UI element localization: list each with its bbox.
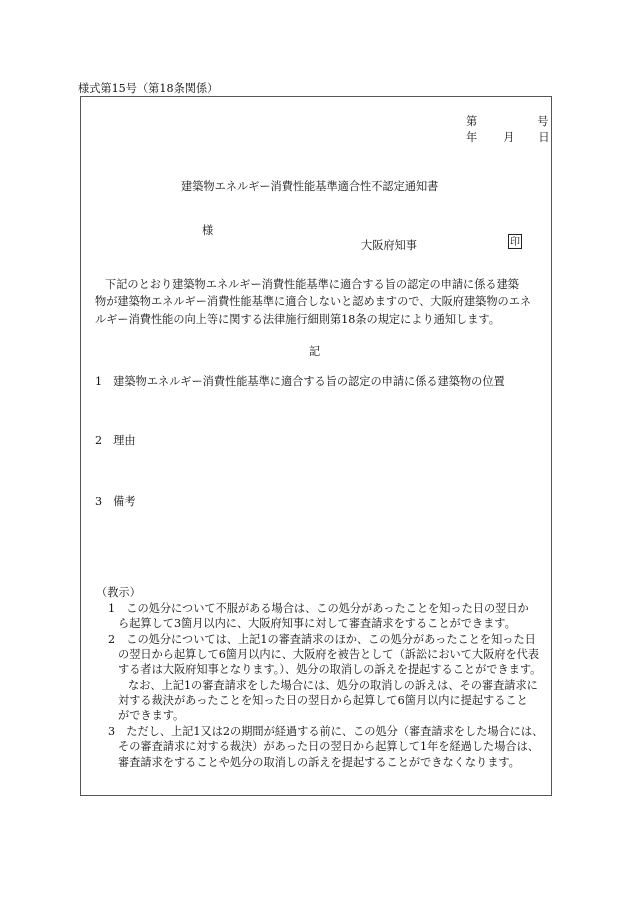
item-label: 建築物エネルギー消費性能基準に適合する旨の認定の申請に係る建築物の位置: [113, 375, 505, 388]
seal-mark: 印: [508, 234, 522, 249]
notice-line: 審査請求をすることや処分の取消しの訴えを提起することができなくなります。: [118, 756, 520, 769]
body-text-line: 物が建築物エネルギー消費性能基準に適合しないと認めますので、大阪府建築物のエネ: [95, 295, 532, 308]
form-label: 様式第15号（第18条関係）: [78, 82, 219, 95]
body-text-line: 下記のとおり建築物エネルギー消費性能基準に適合する旨の認定の申請に係る建築: [105, 278, 519, 291]
document-number: [466, 113, 548, 129]
notice-line: その審査請求に対する裁決）があった日の翌日から起算して1年を経過した場合は、: [118, 740, 539, 753]
item-label: 備考: [113, 495, 136, 508]
notice-heading: （教示）: [96, 586, 141, 599]
issuer-name: 大阪府知事: [361, 239, 417, 252]
ki-heading: 記: [309, 345, 321, 358]
notice-line: する者は大阪府知事となります。）、処分の取消しの訴えを提起することができます。: [118, 663, 542, 676]
notice-line: ら起算して3箇月以内に、大阪府知事に対して審査請求をすることができます。: [118, 617, 516, 630]
notice-line: の翌日から起算して6箇月以内に、大阪府を被告として（訴訟において大阪府を代表: [118, 648, 540, 661]
date-month: 月: [503, 131, 515, 144]
item-remarks: [95, 493, 136, 509]
notice-line: 2 この処分については、上記1の審査請求のほか、この処分があったことを知った日: [108, 633, 536, 646]
item-label: 理由: [113, 434, 136, 447]
notice-line: 3 ただし、上記1又は2の期間が経過する前に、この処分（審査請求をした場合には、: [108, 725, 544, 738]
date-year: 年: [466, 131, 478, 144]
body-text-line: ルギー消費性能の向上等に関する法律施行細則第18条の規定により通知します。: [95, 313, 500, 326]
item-number: 3: [95, 495, 103, 508]
item-number: 2: [95, 434, 103, 447]
notice-line: 1 この処分について不服がある場合は、この処分があったことを知った日の翌日か: [108, 602, 529, 615]
notice-line: なお、上記1の審査請求をした場合には、処分の取消しの訴えは、その審査請求に: [128, 679, 538, 692]
item-reason: [95, 432, 136, 448]
number-suffix: 号: [537, 115, 549, 128]
number-prefix: 第: [466, 115, 478, 128]
date-day: 日: [538, 131, 550, 144]
notice-line: 対する裁決があったことを知った日の翌日から起算して6箇月以内に提起すること: [118, 694, 528, 707]
document-date: [466, 129, 550, 145]
notice-line: ができます。: [118, 709, 185, 722]
document-title: 建築物エネルギー消費性能基準適合性不認定通知書: [181, 180, 439, 193]
item-location: [95, 373, 505, 389]
addressee-suffix: 様: [202, 224, 214, 237]
item-number: 1: [95, 375, 103, 388]
